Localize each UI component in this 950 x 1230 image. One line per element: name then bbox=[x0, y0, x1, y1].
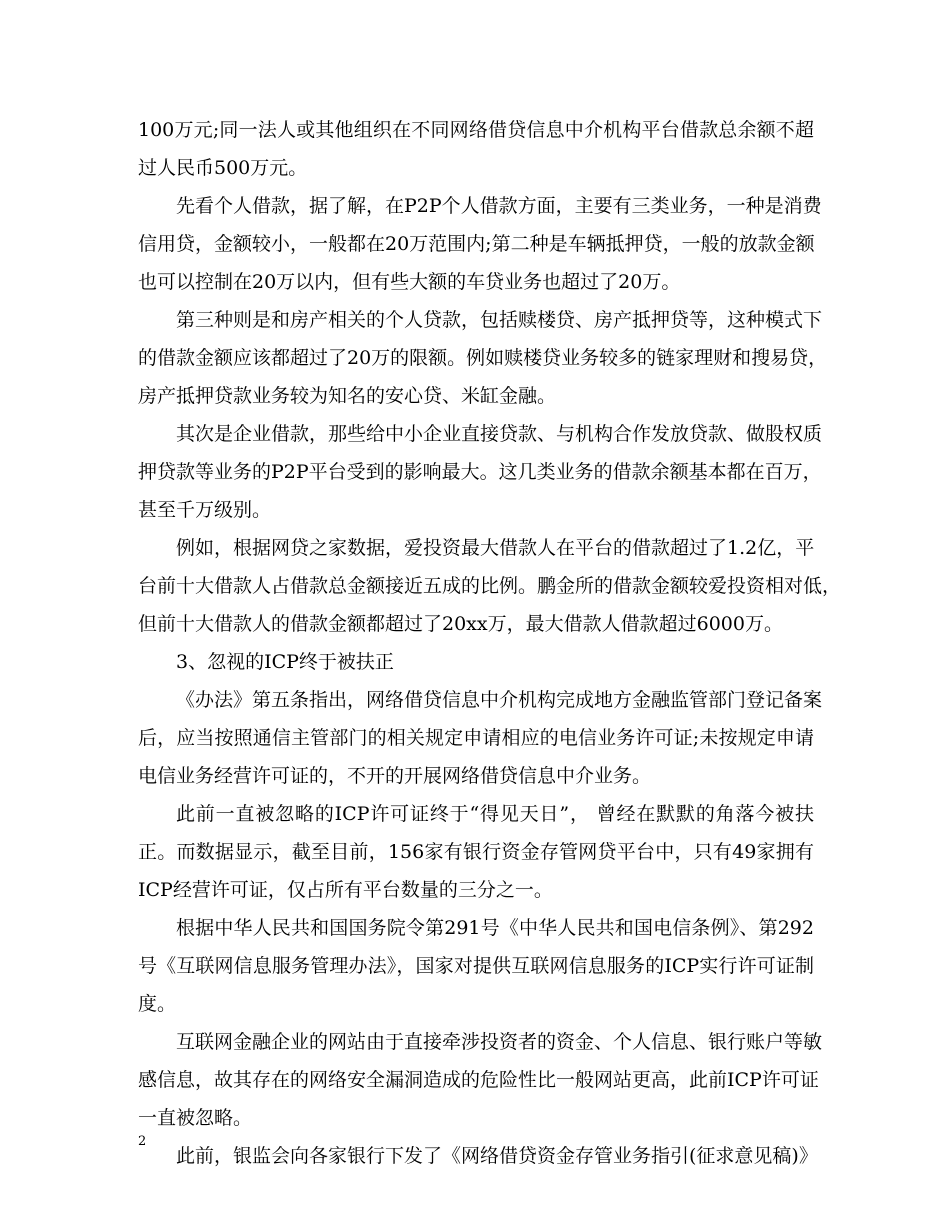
page-number: 2 bbox=[138, 1134, 147, 1149]
paragraph bbox=[138, 1137, 818, 1175]
paragraph-line: 也可以控制在20万以内，但有些大额的车贷业务也超过了20万。 bbox=[138, 271, 681, 293]
paragraph bbox=[138, 301, 828, 415]
document-body bbox=[138, 111, 842, 1175]
paragraph bbox=[138, 643, 814, 681]
paragraph-line: 但前十大借款人的借款金额都超过了20xx万，最大借款人借款超过6000万。 bbox=[138, 613, 783, 635]
paragraph-line: 100万元;同一法人或其他组织在不同网络借贷信息中介机构平台借款总余额不超 bbox=[138, 119, 814, 141]
paragraph-line: 《办法》第五条指出，网络借贷信息中介机构完成地方金融监管部门登记备案 bbox=[176, 689, 823, 711]
paragraph-line: 感信息，故其存在的网络安全漏洞造成的危险性比一般网站更高，此前ICP许可证 bbox=[138, 1069, 819, 1091]
paragraph bbox=[138, 529, 842, 643]
paragraph-line: 根据中华人民共和国国务院令第291号《中华人民共和国电信条例》、第292 bbox=[176, 917, 814, 939]
paragraph-line: 正。而数据显示，截至目前，156家有银行资金存管网贷平台中，只有49家拥有 bbox=[138, 841, 814, 863]
paragraph-line: 电信业务经营许可证的，不开的开展网络借贷信息中介业务。 bbox=[138, 765, 652, 787]
paragraph-line: 此前一直被忽略的ICP许可证终于“得见天日”， 曾经在默默的角落今被扶 bbox=[176, 803, 814, 825]
paragraph-line: 台前十大借款人占借款总金额接近五成的比例。鹏金所的借款金额较爱投资相对低， bbox=[138, 575, 842, 597]
paragraph-line: 号《互联网信息服务管理办法》，国家对提供互联网信息服务的ICP实行许可证制 bbox=[138, 955, 814, 977]
paragraph-line: 其次是企业借款，那些给中小企业直接贷款、与机构合作发放贷款、做股权质 bbox=[176, 423, 823, 445]
paragraph bbox=[138, 1023, 823, 1137]
paragraph-line: 3、忽视的ICP终于被扶正 bbox=[176, 651, 394, 673]
paragraph-line: 先看个人借款，据了解，在P2P个人借款方面，主要有三类业务，一种是消费 bbox=[176, 195, 822, 217]
paragraph-line: 后，应当按照通信主管部门的相关规定申请相应的电信业务许可证;未按规定申请 bbox=[138, 727, 814, 749]
paragraph bbox=[138, 415, 823, 529]
paragraph-line: 甚至千万级别。 bbox=[138, 499, 272, 521]
paragraph bbox=[138, 909, 814, 1023]
paragraph-line: 互联网金融企业的网站由于直接牵涉投资者的资金、个人信息、银行账户等敏 bbox=[176, 1031, 823, 1053]
paragraph-line: 一直被忽略。 bbox=[138, 1107, 253, 1129]
paragraph-line: 房产抵押贷款业务较为知名的安心贷、米缸金融。 bbox=[138, 385, 557, 407]
paragraph bbox=[138, 187, 822, 301]
paragraph-line: 度。 bbox=[138, 993, 177, 1015]
paragraph bbox=[138, 681, 823, 795]
paragraph-line: 过人民币500万元。 bbox=[138, 157, 308, 179]
paragraph bbox=[138, 795, 814, 909]
paragraph-line: 押贷款等业务的P2P平台受到的影响最大。这几类业务的借款余额基本都在百万， bbox=[138, 461, 822, 483]
paragraph-line: ICP经营许可证，仅占所有平台数量的三分之一。 bbox=[138, 879, 553, 901]
paragraph-line: 此前，银监会向各家银行下发了《网络借贷资金存管业务指引(征求意见稿)》 bbox=[176, 1145, 818, 1167]
paragraph-line: 的借款金额应该都超过了20万的限额。例如赎楼贷业务较多的链家理财和搜易贷， bbox=[138, 347, 828, 369]
paragraph-line: 第三种则是和房产相关的个人贷款，包括赎楼贷、房产抵押贷等，这种模式下 bbox=[176, 309, 823, 331]
paragraph-line: 信用贷，金额较小，一般都在20万范围内;第二种是车辆抵押贷，一般的放款金额 bbox=[138, 233, 815, 255]
paragraph bbox=[138, 111, 814, 187]
paragraph-line: 例如，根据网贷之家数据，爱投资最大借款人在平台的借款超过了1.2亿，平 bbox=[176, 537, 815, 559]
